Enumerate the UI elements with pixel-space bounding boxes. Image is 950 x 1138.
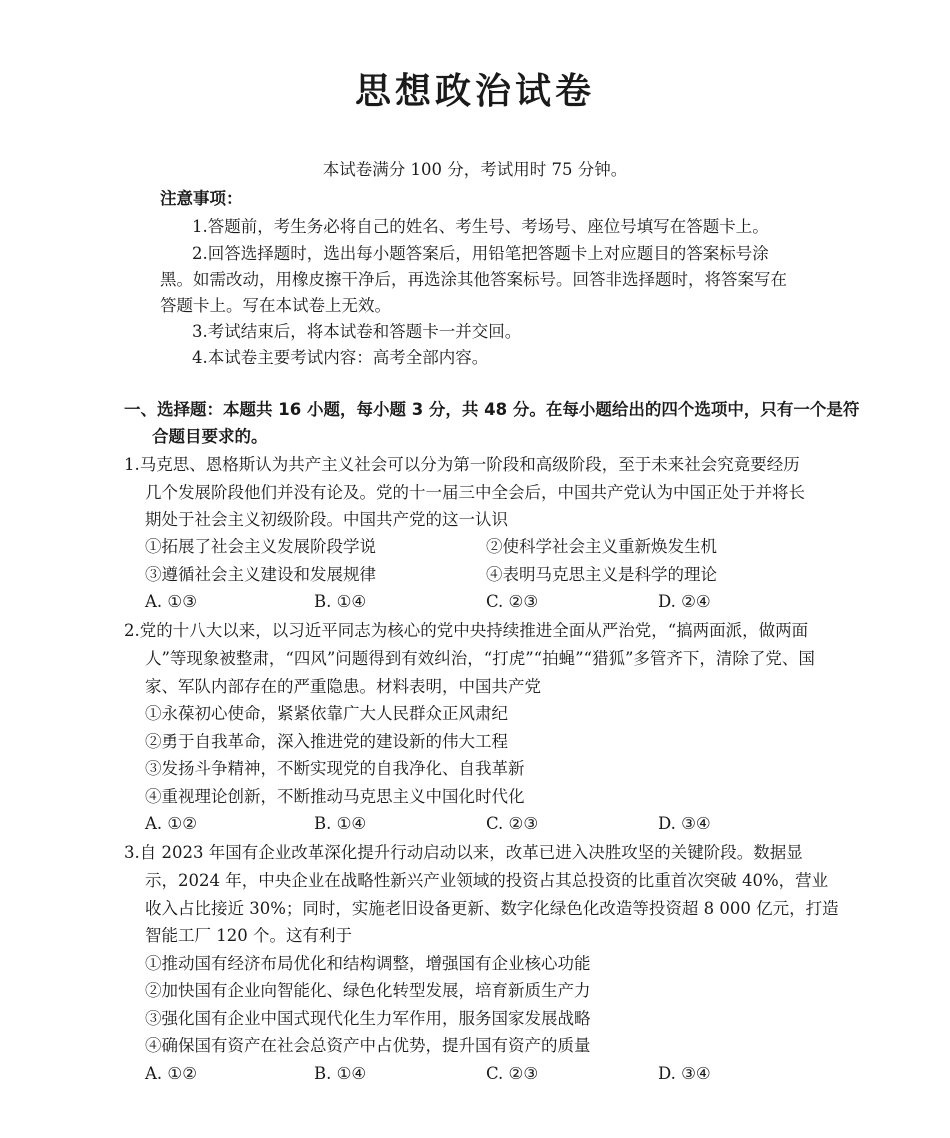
- question-3-stem: 收入占比接近 30%；同时，实施老旧设备更新、数字化绿色化改造等投资超 8 000 亿元，打造: [145, 899, 839, 918]
- question-1-item: ④表明马克思主义是科学的理论: [486, 565, 717, 584]
- question-2-item: ①永葆初心使命，紧紧依靠广大人民群众正风肃纪: [145, 704, 508, 723]
- question-3-item: ①推动国有经济布局优化和结构调整，增强国有企业核心功能: [145, 954, 591, 973]
- question-3-item: ②加快国有企业向智能化、绿色化转型发展，培育新质生产力: [145, 981, 591, 1000]
- question-1-stem: 几个发展阶段他们并没有论及。党的十一届三中全会后，中国共产党认为中国正处于并将长: [145, 483, 805, 502]
- question-2-stem: 家、军队内部存在的严重隐患。材料表明，中国共产党: [145, 677, 541, 696]
- question-1-choice-a: A. ①③: [145, 592, 197, 611]
- notice-line: 黑。如需改动，用橡皮擦干净后，再选涂其他答案标号。回答非选择题时，将答案写在: [160, 270, 787, 289]
- notice-line: 4.本试卷主要考试内容：高考全部内容。: [192, 348, 489, 367]
- question-1-item: ②使科学社会主义重新焕发生机: [486, 537, 717, 556]
- question-2-item: ③发扬斗争精神，不断实现党的自我净化、自我革新: [145, 759, 525, 778]
- question-2-stem: 人”等现象被整肃，“四风”问题得到有效纠治，“打虎”“拍蝇”“猎狐”多管齐下，清除了党、国: [145, 649, 815, 668]
- question-2-choice-a: A. ①②: [145, 814, 197, 833]
- question-2-choice-c: C. ②③: [486, 814, 539, 833]
- question-3-choice-d: D. ③④: [658, 1064, 711, 1083]
- question-2-choice-d: D. ③④: [658, 814, 711, 833]
- question-3-choice-b: B. ①④: [314, 1064, 367, 1083]
- question-1-choice-c: C. ②③: [486, 592, 539, 611]
- question-3-item: ④确保国有资产在社会总资产中占优势，提升国有资产的质量: [145, 1036, 591, 1055]
- notice-heading: 注意事项：: [160, 189, 243, 208]
- question-1-choice-b: B. ①④: [314, 592, 367, 611]
- question-3-item: ③强化国有企业中国式现代化生力军作用，服务国家发展战略: [145, 1009, 591, 1028]
- question-3-stem: 3.自 2023 年国有企业改革深化提升行动启动以来，改革已进入决胜攻坚的关键阶段。数据显: [124, 843, 803, 862]
- question-2-stem: 2.党的十八大以来，以习近平同志为核心的党中央持续推进全面从严治党，“搞两面派，做两面: [124, 621, 809, 640]
- notice-line: 2.回答选择题时，选出每小题答案后，用铅笔把答题卡上对应题目的答案标号涂: [192, 244, 769, 263]
- exam-info: 本试卷满分 100 分，考试用时 75 分钟。: [322, 160, 628, 179]
- notice-line: 1.答题前，考生务必将自己的姓名、考生号、考场号、座位号填写在答题卡上。: [192, 217, 769, 236]
- question-3-stem: 示，2024 年，中央企业在战略性新兴产业领域的投资占其总投资的比重首次突破 40%，营业: [145, 871, 829, 890]
- question-3-stem: 智能工厂 120 个。这有利于: [145, 926, 352, 945]
- question-3-choice-c: C. ②③: [486, 1064, 539, 1083]
- question-1-item: ③遵循社会主义建设和发展规律: [145, 565, 376, 584]
- question-1-stem: 期处于社会主义初级阶段。中国共产党的这一认识: [145, 510, 508, 529]
- question-3-choice-a: A. ①②: [145, 1064, 197, 1083]
- question-1-item: ①拓展了社会主义发展阶段学说: [145, 537, 376, 556]
- section-heading: 一、选择题：本题共 16 小题，每小题 3 分，共 48 分。在每小题给出的四个选项中，只有一个是符: [124, 400, 860, 419]
- page-title: 思想政治试卷: [354, 71, 595, 112]
- question-2-choice-b: B. ①④: [314, 814, 367, 833]
- notice-line: 答题卡上。写在本试卷上无效。: [160, 296, 391, 315]
- section-heading: 合题目要求的。: [152, 427, 268, 446]
- notice-line: 3.考试结束后，将本试卷和答题卡一并交回。: [192, 322, 522, 341]
- question-2-item: ④重视理论创新，不断推动马克思主义中国化时代化: [145, 787, 525, 806]
- question-1-stem: 1.马克思、恩格斯认为共产主义社会可以分为第一阶段和高级阶段，至于未来社会究竟要经历: [124, 455, 800, 474]
- question-2-item: ②勇于自我革命，深入推进党的建设新的伟大工程: [145, 732, 508, 751]
- question-1-choice-d: D. ②④: [658, 592, 711, 611]
